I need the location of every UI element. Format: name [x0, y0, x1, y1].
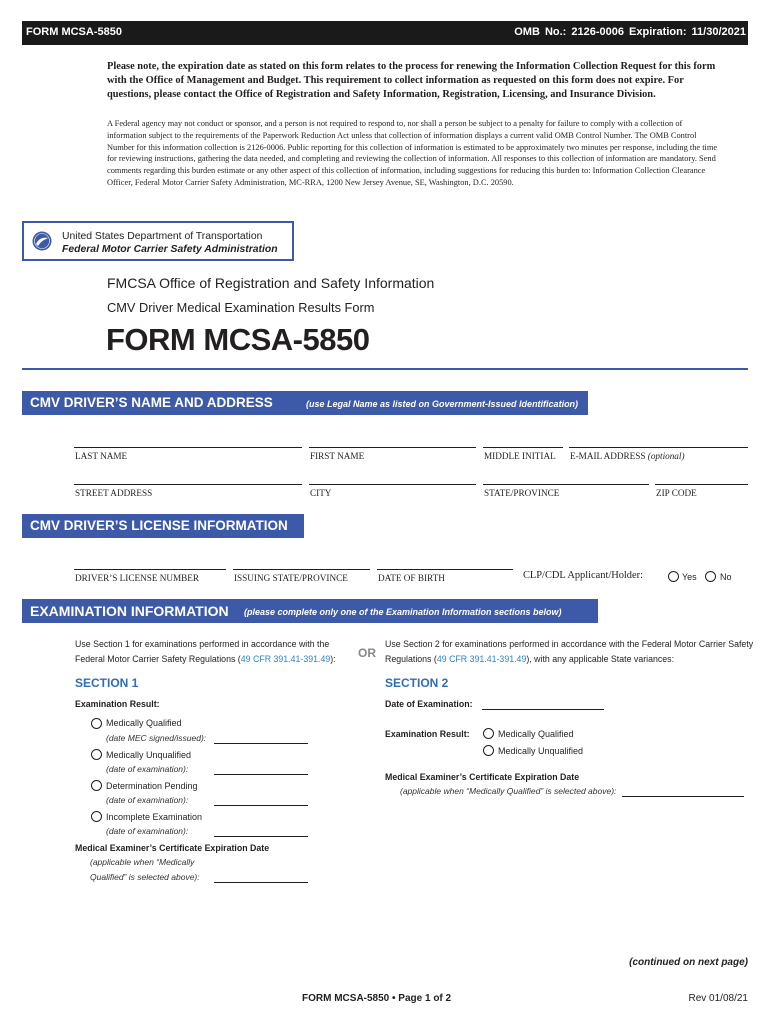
email-input[interactable] [569, 447, 748, 448]
email-label [570, 451, 685, 461]
s1-incomplete-label: Incomplete Examination [106, 812, 203, 822]
s2-qualified-label: Medically Qualified [498, 729, 574, 739]
s1-cert-note-1: (applicable when “Medically [90, 857, 195, 867]
s1-unqualified-label: Medically Unqualified [106, 750, 192, 760]
state-province-input[interactable] [483, 484, 649, 485]
agency-logo-box [22, 221, 294, 261]
s1-qualified-radio[interactable] [91, 718, 102, 729]
s1-qualified-label: Medically Qualified [106, 718, 182, 728]
section1-title: SECTION 1 [75, 676, 139, 690]
section1-intro-text: Use Section 1 for examinations performed in accordance with the Federal Motor Carrier Safety Regulations ( [75, 639, 330, 664]
middle-initial-input[interactable] [483, 447, 563, 448]
agency-line-1: United States Department of Transportation [62, 231, 263, 242]
zip-code-label: ZIP CODE [656, 488, 697, 498]
s2-cert-note: (applicable when “Medically Qualified” is selected above): [400, 786, 617, 796]
driver-name-address-heading [22, 391, 588, 415]
footer-page-indicator: FORM MCSA-5850 • Page 1 of 2 [302, 993, 452, 1004]
clp-yes-radio[interactable] [668, 571, 679, 582]
s2-unqualified-label: Medically Unqualified [498, 746, 584, 756]
section2-intro-end: ), with any applicable State variances: [526, 654, 675, 664]
s1-incomplete-note: (date of examination): [106, 826, 189, 836]
s1-cert-expiration-input[interactable] [214, 882, 308, 883]
clp-no-radio[interactable] [705, 571, 716, 582]
first-name-label: FIRST NAME [310, 451, 365, 461]
s2-unqualified-radio[interactable] [483, 745, 494, 756]
date-of-birth-input[interactable] [377, 569, 513, 570]
s2-cert-expiration-input[interactable] [622, 796, 744, 797]
s1-pending-date-input[interactable] [214, 805, 308, 806]
section1-result-label: Examination Result: [75, 699, 160, 709]
s1-qualified-date-input[interactable] [214, 743, 308, 744]
section2-intro-text: Use Section 2 for examinations performed in accordance with the Federal Motor Carrier Safety Regulations ( [385, 639, 754, 664]
s1-pending-label: Determination Pending [106, 781, 198, 791]
s1-incomplete-radio[interactable] [91, 811, 102, 822]
footer-revision: Rev 01/08/21 [688, 993, 748, 1004]
clp-cdl-label: CLP/CDL Applicant/Holder: [523, 570, 643, 581]
middle-initial-label: MIDDLE INITIAL [484, 451, 556, 461]
s2-qualified-radio[interactable] [483, 728, 494, 739]
section-heading: EXAMINATION INFORMATION [30, 603, 229, 619]
license-info-heading [22, 514, 304, 538]
issuing-state-label: ISSUING STATE/PROVINCE [234, 573, 348, 583]
s2-cert-expiration-label: Medical Examiner’s Certificate Expiration Date [385, 772, 580, 782]
s1-cert-expiration-label: Medical Examiner’s Certificate Expiration Date [75, 843, 270, 853]
title-divider [22, 368, 748, 370]
issuing-state-input[interactable] [233, 569, 370, 570]
s1-qualified-note: (date MEC signed/issued): [106, 733, 207, 743]
agency-line-2: Federal Motor Carrier Safety Administration [62, 244, 278, 255]
s1-unqualified-note: (date of examination): [106, 764, 189, 774]
s1-incomplete-date-input[interactable] [214, 836, 308, 837]
section2-result-label: Examination Result: [385, 729, 470, 739]
s2-exam-date-input[interactable] [482, 709, 604, 710]
clp-no-label: No [720, 572, 732, 582]
s1-unqualified-radio[interactable] [91, 749, 102, 760]
section1-instructions [75, 637, 355, 667]
zip-code-input[interactable] [655, 484, 748, 485]
dot-seal-icon [32, 231, 52, 251]
section1-cfr-link[interactable]: 49 CFR 391.41-391.49 [240, 654, 331, 664]
city-label: CITY [310, 488, 332, 498]
street-address-input[interactable] [74, 484, 302, 485]
city-input[interactable] [309, 484, 476, 485]
license-number-input[interactable] [74, 569, 226, 570]
date-of-birth-label: DATE OF BIRTH [378, 573, 445, 583]
street-address-label: STREET ADDRESS [75, 488, 153, 498]
examination-info-heading [22, 599, 598, 623]
s1-unqualified-date-input[interactable] [214, 774, 308, 775]
section2-date-label: Date of Examination: [385, 699, 473, 709]
state-province-label: STATE/PROVINCE [484, 488, 560, 498]
clp-yes-label: Yes [682, 572, 697, 582]
section2-cfr-link[interactable]: 49 CFR 391.41-391.49 [436, 654, 527, 664]
section1-intro-end: ): [330, 654, 336, 664]
last-name-label: LAST NAME [75, 451, 128, 461]
section-note: (use Legal Name as listed on Government-Issued Identification) [306, 399, 579, 409]
email-label-text: E-MAIL ADDRESS [570, 451, 646, 461]
last-name-input[interactable] [74, 447, 302, 448]
or-divider: OR [358, 646, 376, 660]
section2-instructions [385, 637, 755, 667]
paperwork-burden-statement: A Federal agency may not conduct or sponsor, and a person is not required to respond to, nor shall a person be subject to a penalty for failure to comply with a collection of information subject to the requirements of the Paperwork Reduction Act unless that collection of information displays a current valid OMB Control Number. The OMB Control Number for this information collection is 2126-0006. Public reporting for this collection of information is estimated to be approximately two minutes per response, including the time for reviewing instructions, gathering the data needed, and completing and reviewing the collection of information. All responses to this collection of information are mandatory. Send comments regarding this burden estimate or any other aspect of this collection of information, including suggestions for reducing this burden to: Information Collection Clearance Officer, Federal Motor Carrier Safety Administration, MC-RRA, 1200 New Jersey Avenue, SE, Washington, D.C. 20590. [107, 119, 718, 187]
form-title: FORM MCSA-5850 [106, 322, 370, 357]
email-optional-note: (optional) [647, 451, 685, 461]
continued-note: (continued on next page) [629, 957, 748, 968]
form-subtitle: CMV Driver Medical Examination Results Form [107, 300, 375, 315]
license-number-label: DRIVER’S LICENSE NUMBER [75, 573, 200, 583]
expiration-notice: Please note, the expiration date as stated on this form relates to the process for renewing the Information Collection Request for this form with the Office of Management and Budget. This requirement to collect information as requested on this form does not expire. For questions, please contact the Office of Registration and Safety Information, Registration, Licensing, and Insurance Division. [107, 61, 716, 100]
s1-cert-note-2: Qualified” is selected above): [90, 872, 200, 882]
first-name-input[interactable] [309, 447, 476, 448]
s1-pending-note: (date of examination): [106, 795, 189, 805]
section-heading: CMV DRIVER’S NAME AND ADDRESS [30, 395, 273, 410]
header-omb-expiration: OMB No.: 2126-0006 Expiration: 11/30/2021 [514, 26, 746, 38]
office-name: FMCSA Office of Registration and Safety Information [107, 275, 435, 291]
s1-pending-radio[interactable] [91, 780, 102, 791]
section-heading: CMV DRIVER’S LICENSE INFORMATION [30, 518, 288, 533]
top-header-bar [22, 21, 748, 45]
section2-title: SECTION 2 [385, 676, 449, 690]
header-form-id: FORM MCSA-5850 [26, 26, 122, 38]
section-note: (please complete only one of the Examination Information sections below) [244, 607, 562, 617]
